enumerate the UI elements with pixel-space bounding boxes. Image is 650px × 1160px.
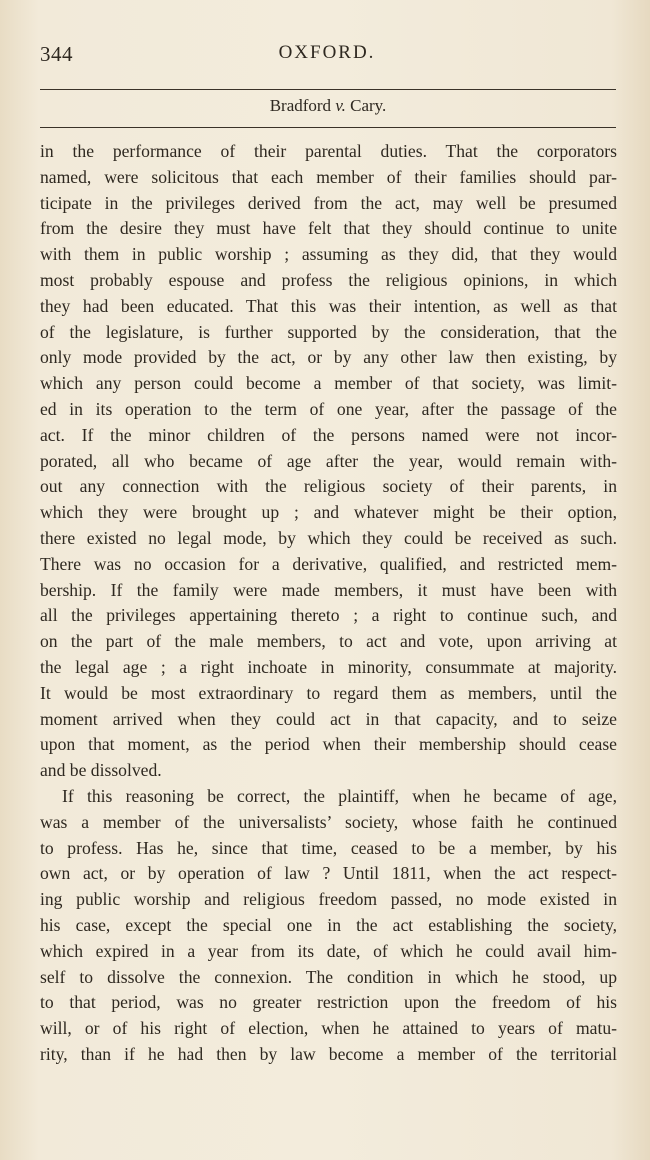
text-line: rity, than if he had then by law become a member of the territorial (40, 1043, 617, 1064)
text-line: named, were solicitous that each member of their families should par- (40, 166, 617, 187)
header-rule-top (40, 89, 616, 90)
text-line: to that period, was no greater restriction upon the freedom of his (40, 992, 617, 1013)
text-line: only mode provided by the act, or by any other law then existing, by (40, 347, 617, 368)
text-line: and be dissolved. (40, 760, 162, 781)
text-line: on the part of the male members, to act and vote, upon arriving at (40, 631, 617, 652)
text-line: which they were brought up ; and whatever might be their option, (40, 502, 617, 523)
text-line: they had been educated. That this was their intention, as well as that (40, 295, 617, 316)
text-line: It would be most extraordinary to regard them as members, until the (40, 682, 617, 703)
text-line: ing public worship and religious freedom passed, no mode existed in (40, 889, 617, 910)
paragraph (40, 139, 617, 784)
text-line: There was no occasion for a derivative, qualified, and restricted mem- (40, 553, 617, 574)
text-line: act. If the minor children of the persons named were not incor- (40, 424, 617, 445)
case-title (40, 96, 616, 116)
text-line: bership. If the family were made members, it must have been with (40, 579, 617, 600)
text-line: of the legislature, is further supported by the consideration, that the (40, 321, 617, 342)
text-line: there existed no legal mode, by which they could be received as such. (40, 527, 617, 548)
text-line: was a member of the universalists’ society, whose faith he continued (40, 811, 617, 832)
running-head: OXFORD. (278, 42, 376, 63)
body-text (40, 139, 617, 1068)
text-line: upon that moment, as the period when their membership should cease (40, 734, 617, 755)
text-line: from the desire they must have felt that they should continue to unite (40, 218, 617, 239)
text-line: most probably espouse and profess the religious opinions, in which (40, 269, 617, 290)
header-rule-bottom (40, 127, 616, 128)
text-line: ticipate in the privileges derived from the act, may well be presumed (40, 192, 617, 213)
case-title-versus: v. (335, 96, 346, 115)
text-line: moment arrived when they could act in that capacity, and to seize (40, 708, 617, 729)
text-line: will, or of his right of election, when he attained to years of matu- (40, 1018, 617, 1039)
text-line: out any connection with the religious society of their parents, in (40, 476, 617, 497)
paragraph (40, 784, 617, 1068)
text-line: with them in public worship ; assuming as they did, that they would (40, 244, 617, 265)
text-line: ed in its operation to the term of one year, after the passage of the (40, 398, 617, 419)
text-line: self to dissolve the connexion. The condition in which he stood, up (40, 966, 617, 987)
text-line: all the privileges appertaining thereto ; a right to continue such, and (40, 605, 617, 626)
text-line: which any person could become a member of that society, was limit- (40, 373, 617, 394)
text-line: own act, or by operation of law ? Until 1811, when the act respect- (40, 863, 617, 884)
text-line: the legal age ; a right inchoate in minority, consummate at majority. (40, 656, 617, 677)
text-line: his case, except the special one in the act establishing the society, (40, 914, 617, 935)
page-number: 344 (40, 42, 73, 66)
text-line: in the performance of their parental duties. That the corporators (40, 141, 617, 161)
text-line: which expired in a year from its date, of which he could avail him- (40, 940, 617, 961)
text-line: to profess. Has he, since that time, ceased to be a member, by his (40, 837, 617, 858)
case-title-plaintiff: Bradford (269, 96, 332, 115)
case-title-defendant: Cary. (350, 96, 387, 115)
text-line: If this reasoning be correct, the plaintiff, when he became of age, (62, 785, 617, 806)
text-line: porated, all who became of age after the year, would remain with- (40, 450, 617, 471)
page-header (38, 38, 616, 70)
